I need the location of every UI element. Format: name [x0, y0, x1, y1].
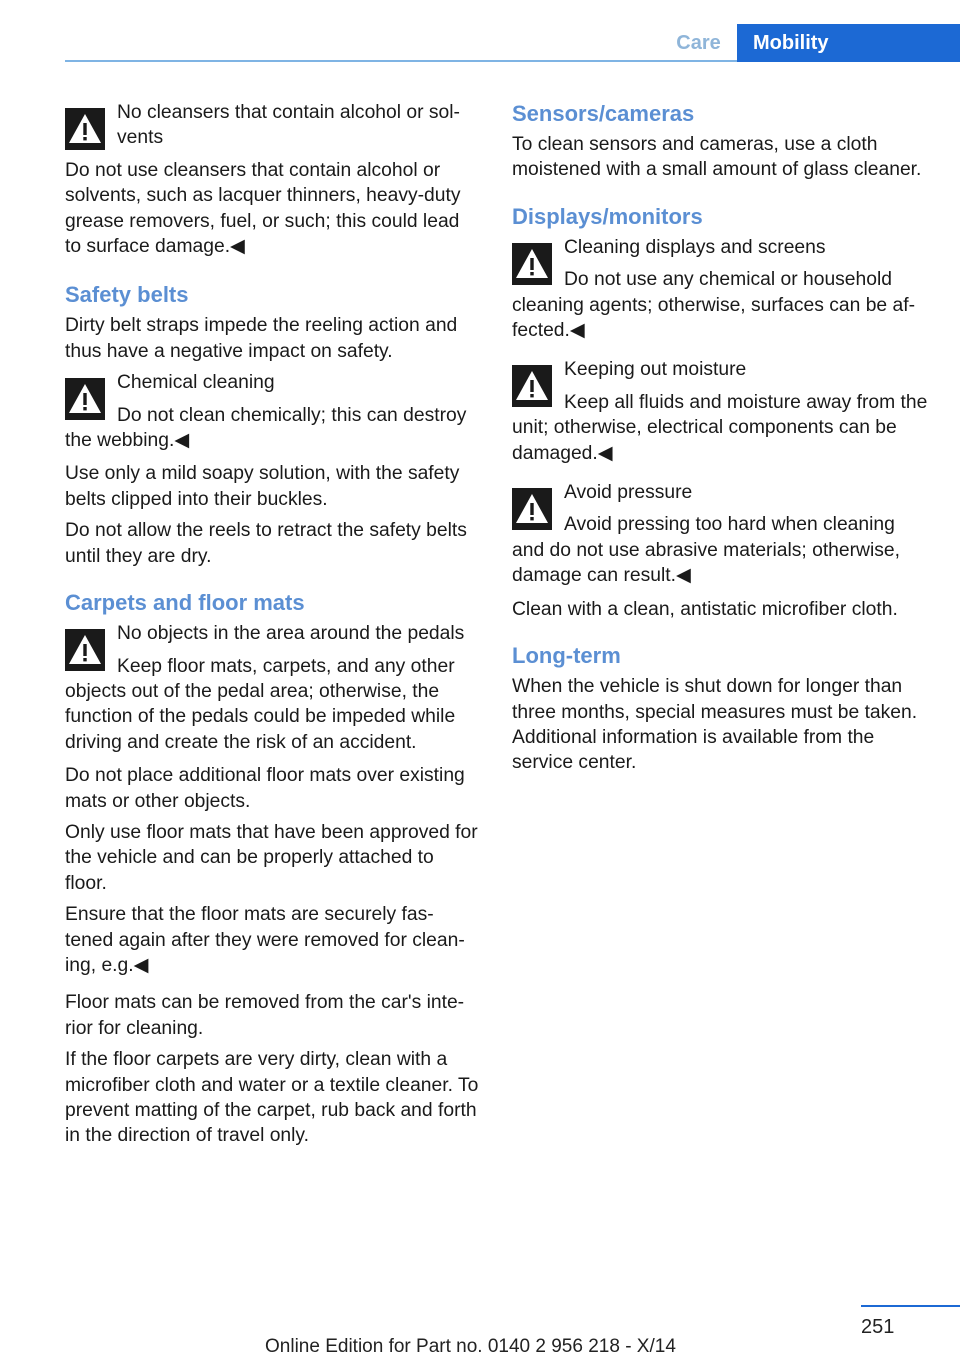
- heading-sensors-cameras: Sensors/cameras: [512, 101, 695, 126]
- paragraph: Dirty belt straps impede the reeling action and thus have a negative impact on safety.: [65, 315, 458, 362]
- paragraph: Do not place additional floor mats over existing mats or other objects.: [65, 765, 465, 812]
- heading-safety-belts: Safety belts: [65, 282, 189, 308]
- paragraph: Ensure that the floor mats are securely fas-tened again after they were removed for clean-ing, e.g.◀: [65, 904, 465, 976]
- paragraph: Only use floor mats that have been approved for the vehicle and can be properly attached to floor.: [65, 821, 478, 894]
- warning-pressure: [512, 480, 928, 589]
- warning-body: Do not clean chemically; this can destroy the webbing.◀: [65, 404, 467, 452]
- page-header: [0, 0, 960, 62]
- heading-long-term: Long-term: [512, 643, 621, 669]
- warning-chemical-cleaning: [65, 370, 479, 453]
- warning-triangle-icon: [65, 629, 105, 671]
- edition-note: Online Edition for Part no. 0140 2 956 218 - X/14: [265, 1336, 676, 1357]
- footer-rule: [861, 1305, 960, 1307]
- warning-title: Avoid pressure: [564, 482, 693, 504]
- left-column: [65, 100, 479, 1155]
- heading-carpets-floor-mats: Carpets and floor mats: [65, 590, 305, 616]
- warning-no-cleansers: [65, 100, 479, 259]
- warning-body: Do not use any chemical or household cleaning agents; otherwise, surfaces can be af-fected.◀: [512, 269, 915, 342]
- warning-body: Avoid pressing too hard when cleaning and do not use abrasive materials; otherwise, damage can result.◀: [512, 514, 900, 587]
- paragraph: To clean sensors and cameras, use a cloth moistened with a small amount of glass cleaner.: [512, 134, 922, 181]
- paragraph: When the vehicle is shut down for longer than three months, special measures must be taken. Additional information is available from the service center.: [512, 676, 918, 774]
- paragraph: If the floor carpets are very dirty, clean with a microfiber cloth and water or a textile cleaner. To prevent matting of the carpet, rub back and forth in the direction of travel only.: [65, 1049, 479, 1147]
- heading-displays-monitors: Displays/monitors: [512, 203, 703, 229]
- right-column: [512, 100, 928, 782]
- warning-cleaning-displays: [512, 235, 928, 344]
- warning-title: Cleaning displays and screens: [564, 236, 826, 258]
- paragraph: Clean with a clean, antistatic microfiber cloth.: [512, 598, 898, 620]
- paragraph: Do not allow the reels to retract the safety belts until they are dry.: [65, 520, 467, 567]
- warning-triangle-icon: [512, 243, 552, 285]
- warning-title: Chemical cleaning: [117, 372, 275, 394]
- warning-body: Do not use cleansers that contain alcohol or solvents, such as lacquer thinners, heavy-duty grease removers, fuel, or such; this could lead to surface damage.◀: [65, 159, 461, 258]
- warning-triangle-icon: [512, 365, 552, 407]
- warning-triangle-icon: [65, 108, 105, 150]
- paragraph: Floor mats can be removed from the car's inte-rior for cleaning.: [65, 992, 465, 1039]
- warning-triangle-icon: [65, 378, 105, 420]
- warning-body: Keep all fluids and moisture away from the unit; otherwise, electrical components can be damaged.◀: [512, 391, 928, 464]
- warning-title: No objects in the area around the pedals: [117, 623, 465, 645]
- warning-moisture: [512, 357, 928, 466]
- warning-title: No cleansers that contain alcohol or sol-vents: [117, 102, 460, 149]
- tab-care[interactable]: Care: [676, 32, 721, 54]
- warning-pedal-area: [65, 621, 479, 755]
- warning-title: Keeping out moisture: [564, 359, 747, 381]
- warning-triangle-icon: [512, 488, 552, 530]
- warning-body: Keep floor mats, carpets, and any other objects out of the pedal area; otherwise, the function of the pedals could be impeded while driving and create the risk of an accident.: [65, 655, 456, 753]
- page-number: 251: [861, 1316, 895, 1338]
- tab-mobility[interactable]: Mobility: [737, 24, 960, 62]
- paragraph: Use only a mild soapy solution, with the safety belts clipped into their buckles.: [65, 463, 460, 510]
